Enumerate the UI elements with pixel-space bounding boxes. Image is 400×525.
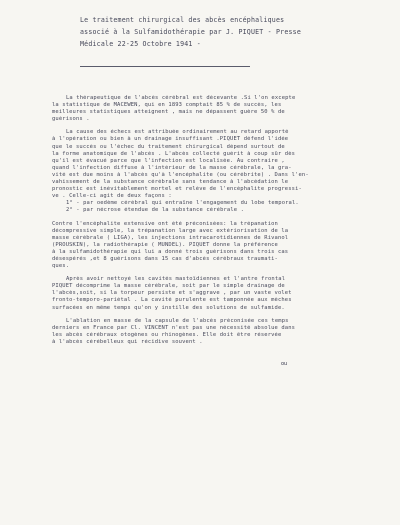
text-line: Contre l'encéphalite extensive ont été préconisées: la trépanation xyxy=(52,220,278,227)
text-line: quand l'infection diffuse à l'intérieur de la masse cérébrale, la gra- xyxy=(52,164,292,171)
text-line: La cause des échecs est attribuée ordinairement au retard apporté xyxy=(66,129,289,136)
header-underline xyxy=(80,66,250,67)
text-line: (PROUSKIN), la radiothérapie ( MUNDEL). PIQUET donne la préférence xyxy=(52,241,278,248)
paragraph-intro xyxy=(52,95,388,123)
text-line: les abcès cérébraux otogènes ou rhinogènes. Elle doit être réservée xyxy=(52,331,282,338)
text-line: La thérapeutique de l'abcès cérébral est décevante .Si l'on excepte xyxy=(66,95,296,101)
text-line: derniers en France par Cl. VINCENT n'est pas une nécessité absolue dans xyxy=(52,324,296,331)
text-line: ques. xyxy=(52,263,70,270)
paragraph-treatments xyxy=(52,221,388,271)
text-line: meilleures statistiques atteignent , mais ne dépassent guère 50 % de xyxy=(52,109,285,116)
document-header xyxy=(80,14,380,50)
text-line: désespérés ,et 8 guérisons dans 15 cas d'abcès cérébraux traumati- xyxy=(52,255,278,262)
document-body xyxy=(52,95,388,352)
text-line: masse cérébrale ( LIGA), les injections intracarotidiennes de Rivanol xyxy=(52,234,289,241)
text-line: vité est due moins à l'abcès qu'à l'encéphalite (ou cérébrite) . Dans l'en- xyxy=(52,171,309,178)
paragraph-procedure xyxy=(52,276,388,311)
text-line: pronostic est inévitablement mortel et relève de l'encéphalite progressi- xyxy=(52,186,302,193)
text-line: qu'il est évacué parce que l'infection est localisée. Au contraire , xyxy=(52,157,285,164)
text-line: PIQUET décomprime la masse cérébrale, soit par le simple drainage de xyxy=(52,283,285,290)
paragraph-causes xyxy=(52,129,388,214)
text-line: à l'abcès cérébelleux qui récidive souvent . xyxy=(52,338,203,345)
text-line: la forme anatomique de l'abcès . L'abcès collecté guérit à coup sûr dès xyxy=(52,150,296,157)
text-line: fronto-temporo-pariétal . La cavité purulente est tamponnée aux mèches xyxy=(52,297,292,304)
text-line: à la sulfamidothérapie qui lui a donné trois guérisons dans trois cas xyxy=(52,248,289,255)
text-line: que le succès ou l'échec du traitement chirurgical dépend surtout de xyxy=(52,143,285,150)
handwritten-annotation: ou xyxy=(281,361,288,367)
paragraph-ablation xyxy=(52,318,388,346)
list-item: 2° - par nécrose étendue de la substance cérébrale . xyxy=(66,207,245,214)
list-item: 1° - par oedème cérébral qui entraîne l'engagement du lobe temporal. xyxy=(66,200,299,207)
header-line-2: associé à la Sulfamidothérapie par J. PIQUET - Presse xyxy=(80,28,301,36)
header-line-3: Médicale 22-25 Octobre 1941 - xyxy=(80,40,201,48)
text-line: L'ablation en masse de la capsule de l'abcès préconisée ces temps xyxy=(66,317,289,324)
text-line: à l'opération ou bien à un drainage insuffisant .PIQUET défend l'idée xyxy=(52,136,289,143)
text-line: la statistique de MACEWEN, qui en 1893 comptait 85 % de succès, les xyxy=(52,102,282,109)
text-line: Après avoir nettoyé les cavités mastoïdiennes et l'antre frontal xyxy=(66,276,286,283)
header-line-1: Le traitement chirurgical des abcès encéphaliques xyxy=(80,16,285,24)
text-line: vahissement de la substance cérébrale sans tendance à l'abcédation le xyxy=(52,179,289,186)
text-line: guérisons . xyxy=(52,116,90,123)
text-line: surfacées en même temps qu'on y instille des solutions de sulfamide. xyxy=(52,304,285,311)
text-line: décompressive simple, la trépanation large avec extériorisation de la xyxy=(52,227,289,234)
text-line: ve . Celle-ci agit de deux façons : xyxy=(52,193,172,200)
text-line: l'abcès,soit, si la torpeur persiste et s'aggrave , par un vaste volet xyxy=(52,290,292,297)
